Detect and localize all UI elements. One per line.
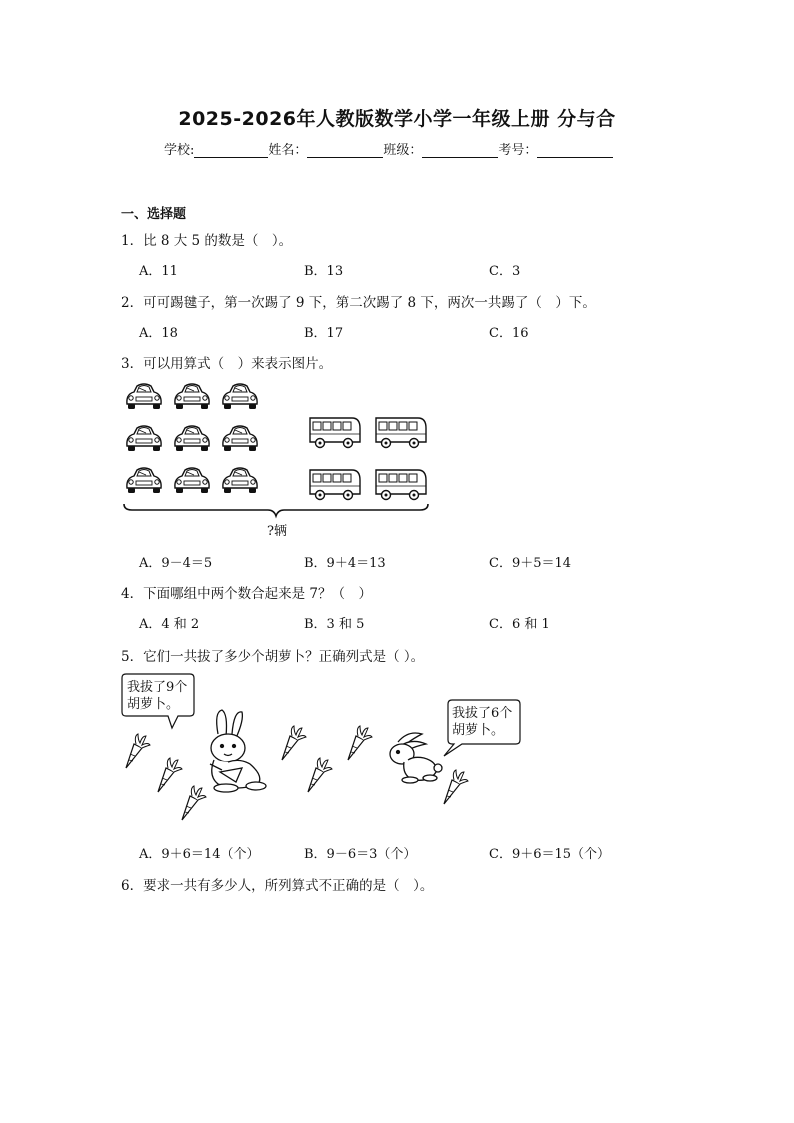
q5-option-b[interactable]: B．9－6＝3（个） xyxy=(304,847,417,862)
rabbits-carrots-figure xyxy=(118,672,538,832)
bubble-left-line-2: 胡萝卜。 xyxy=(127,697,180,712)
question-6-stem: 6．要求一共有多少人，所列算式不正确的是（ ）。 xyxy=(121,878,434,894)
q2-option-b[interactable]: B．17 xyxy=(304,326,344,341)
bubble-right-line-1: 我拔了6个 xyxy=(452,706,513,721)
bus-icon-group xyxy=(310,418,426,500)
q5-option-a[interactable]: A．9＋6＝14（个） xyxy=(139,847,260,862)
car-icon-group xyxy=(127,384,257,493)
figure-total-label: ?辆 xyxy=(267,524,287,539)
page-title: 2025-2026年人教版数学小学一年级上册 分与合 xyxy=(178,108,616,130)
question-4-stem: 4．下面哪组中两个数合起来是 7？（ ） xyxy=(121,586,372,602)
student-info-line xyxy=(164,139,613,158)
question-2-stem: 2．可可踢毽子，第一次踢了 9 下，第二次踢了 8 下，两次一共踢了（ ）下。 xyxy=(121,295,596,311)
question-3-stem: 3．可以用算式（ ）来表示图片。 xyxy=(121,356,333,372)
exam-number-blank[interactable] xyxy=(537,144,613,158)
exam-label: 考号： xyxy=(498,143,538,158)
q3-option-c[interactable]: C．9＋5＝14 xyxy=(489,556,572,571)
q4-option-b[interactable]: B．3 和 5 xyxy=(304,617,365,632)
q1-option-a[interactable]: A．11 xyxy=(139,264,178,279)
school-blank[interactable] xyxy=(194,144,268,158)
q4-option-c[interactable]: C．6 和 1 xyxy=(489,617,550,632)
question-5-stem: 5．它们一共拔了多少个胡萝卜？正确列式是（ ）。 xyxy=(121,649,425,665)
bubble-right-line-2: 胡萝卜。 xyxy=(452,723,505,738)
name-label: 姓名： xyxy=(268,143,308,158)
q2-option-a[interactable]: A．18 xyxy=(139,326,178,341)
class-blank[interactable] xyxy=(422,144,498,158)
section-heading: 一、选择题 xyxy=(121,207,187,222)
q3-option-b[interactable]: B．9＋4＝13 xyxy=(304,556,386,571)
q4-option-a[interactable]: A．4 和 2 xyxy=(139,617,200,632)
rabbit-left-icon xyxy=(210,710,266,792)
q2-option-c[interactable]: C．16 xyxy=(489,326,529,341)
class-label: 班级： xyxy=(383,143,423,158)
school-label: 学校: xyxy=(164,143,195,158)
rabbit-right-icon xyxy=(390,733,442,783)
bubble-left-line-1: 我拔了9个 xyxy=(127,680,188,695)
question-1-stem: 1．比 8 大 5 的数是（ ）。 xyxy=(121,233,293,249)
name-blank[interactable] xyxy=(307,144,383,158)
q1-option-c[interactable]: C．3 xyxy=(489,264,521,279)
q3-option-a[interactable]: A．9－4＝5 xyxy=(139,556,213,571)
q5-option-c[interactable]: C．9＋6＝15（个） xyxy=(489,847,611,862)
q1-option-b[interactable]: B．13 xyxy=(304,264,344,279)
brace-icon xyxy=(124,504,428,516)
vehicles-figure xyxy=(118,378,438,538)
